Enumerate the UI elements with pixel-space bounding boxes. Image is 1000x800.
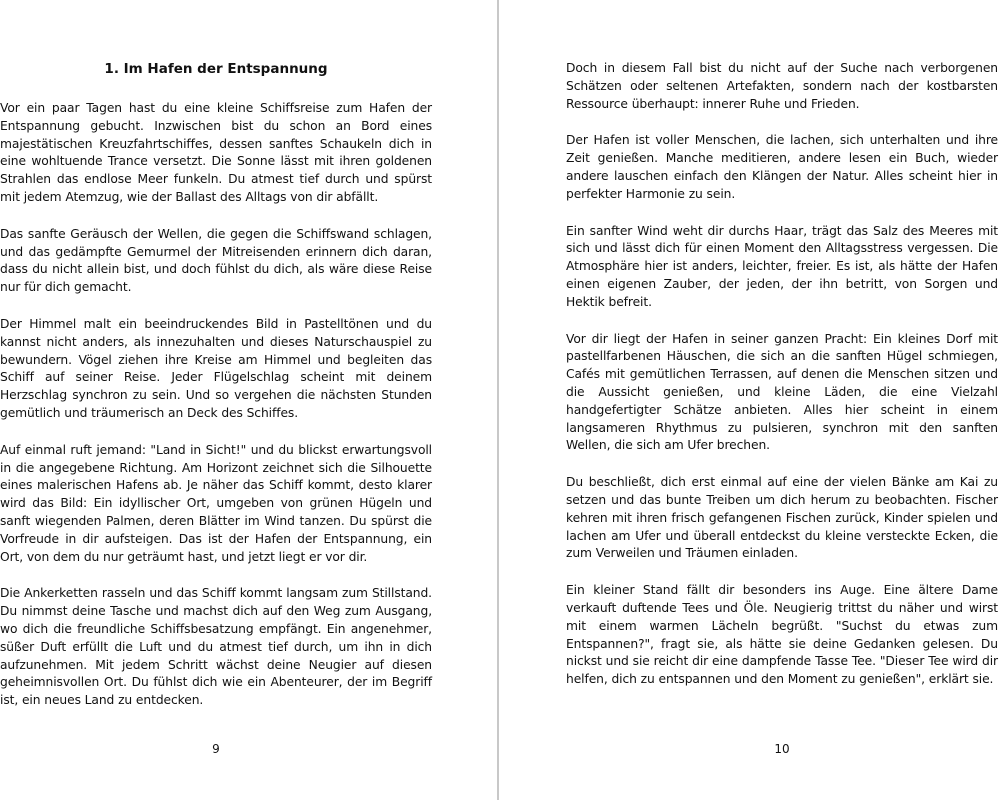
left-page — [0, 0, 432, 800]
paragraph: Auf einmal ruft jemand: "Land in Sicht!" und du blickst erwartungsvoll in die angegebene Richtung. Am Horizont zeichnet sich die Silhouette eines malerischen Hafens ab. Je näher das Schiff kommt, desto klarer wird das Bild: Ein idyllischer Ort, umgeben von grünen Hügeln und sanft wiegenden Palmen, deren Blätter im Wind tanzen. Du spürst die Vorfreude in dir aufsteigen. Das ist der Hafen der Entspannung, ein Ort, von dem du nur geträumt hast, und jetzt liegt er vor dir. — [0, 442, 432, 564]
page-divider — [497, 0, 499, 800]
paragraph: Ein sanfter Wind weht dir durchs Haar, trägt das Salz des Meeres mit sich und lässt dich für einen Moment den Alltagsstress vergessen. Die Atmosphäre hier ist anders, leichter, freier. Es ist, als hätte der Hafen einen eigenen Zauber, der jeden, der ihn betritt, von Sorgen und Hektik befreit. — [566, 223, 998, 309]
page-number: 9 — [212, 742, 220, 756]
right-page-text — [566, 60, 998, 708]
paragraph: Der Hafen ist voller Menschen, die lachen, sich unterhalten und ihre Zeit genießen. Manche meditieren, andere lesen ein Buch, wieder andere lauschen einfach den Klängen der Natur. Alles scheint hier in perfekter Harmonie zu sein. — [566, 133, 998, 201]
paragraph: Vor dir liegt der Hafen in seiner ganzen Pracht: Ein kleines Dorf mit pastellfarbenen Häuschen, die sich an die sanften Hügel schmiegen, Cafés mit gemütlichen Terrassen, auf denen die Menschen sitzen und die Aussicht genießen, und kleine Läden, die eine Vielzahl handgefertigter Schätze anbieten. Alles hier scheint in einem langsameren Rhythmus zu pulsieren, synchron mit den sanften Wellen, die sich am Ufer brechen. — [566, 331, 998, 453]
paragraph: Vor ein paar Tagen hast du eine kleine Schiffsreise zum Hafen der Entspannung gebucht. Inzwischen bist du schon an Bord eines majestätischen Kreuzfahrtschiffes, dessen sanftes Schaukeln dich in eine wohltuende Trance versetzt. Die Sonne lässt mit ihren goldenen Strahlen das endlose Meer funkeln. Du atmest tief durch und spürst mit jedem Atemzug, wie der Ballast des Alltags von dir abfällt. — [0, 101, 432, 204]
paragraph: Der Himmel malt ein beeindruckendes Bild in Pastelltönen und du kannst nicht anders, als innezuhalten und dieses Naturschauspiel zu bewundern. Vögel ziehen ihre Kreise am Himmel und begleiten das Schiff auf seiner Reise. Jeder Flügelschlag scheint mit deinem Herzschlag synchron zu sein. Und so vergehen die nächsten Stunden gemütlich und träumerisch an Deck des Schiffes. — [0, 316, 432, 420]
paragraph: Ein kleiner Stand fällt dir besonders ins Auge. Eine ältere Dame verkauft duftende Tees und Öle. Neugierig trittst du näher und wirst mit einem warmen Lächeln begrüßt. "Suchst du etwas zum Entspannen?", fragt sie, als hätte sie deine Gedanken gelesen. Du nickst und sie reicht dir eine dampfende Tasse Tee. "Dieser Tee wird dir helfen, dich zu entspannen und den Moment zu genießen", erklärt sie. — [566, 583, 998, 687]
paragraph: Die Ankerketten rasseln und das Schiff kommt langsam zum Stillstand. Du nimmst deine Tasche und machst dich auf den Weg zum Ausgang, wo dich die freundliche Schiffsbesatzung empfängt. Ein angenehmer, süßer Duft erfüllt die Luft und du atmest tief durch, um ihn in dich aufzunehmen. Mit jedem Schritt wächst deine Neugier auf diesen geheimnisvollen Ort. Du fühlst dich wie ein Abenteurer, der im Begriff ist, ein neues Land zu entdecken. — [0, 586, 432, 708]
page-number: 10 — [774, 742, 790, 756]
paragraph: Doch in diesem Fall bist du nicht auf der Suche nach verborgenen Schätzen oder seltenen Artefakten, sondern nach der kostbarsten Ressource überhaupt: innerer Ruhe und Frieden. — [566, 61, 998, 111]
left-page-text — [0, 100, 432, 729]
chapter-title: 1. Im Hafen der Entspannung — [104, 61, 328, 77]
paragraph: Das sanfte Geräusch der Wellen, die gegen die Schiffswand schlagen, und das gedämpfte Gemurmel der Mitreisenden erinnern dich daran, dass du nicht allein bist, und doch fühlst du dich, als wäre diese Reise nur für dich gemacht. — [0, 226, 432, 295]
paragraph: Du beschließt, dich erst einmal auf eine der vielen Bänke am Kai zu setzen und das bunte Treiben um dich herum zu beobachten. Fischer kehren mit ihren frisch gefangenen Fischen zurück, Kinder spielen und lachen am Ufer und überall entdeckst du kleine versteckte Ecken, die zum Verweilen und Träumen einladen. — [566, 475, 998, 561]
right-page — [566, 0, 998, 800]
